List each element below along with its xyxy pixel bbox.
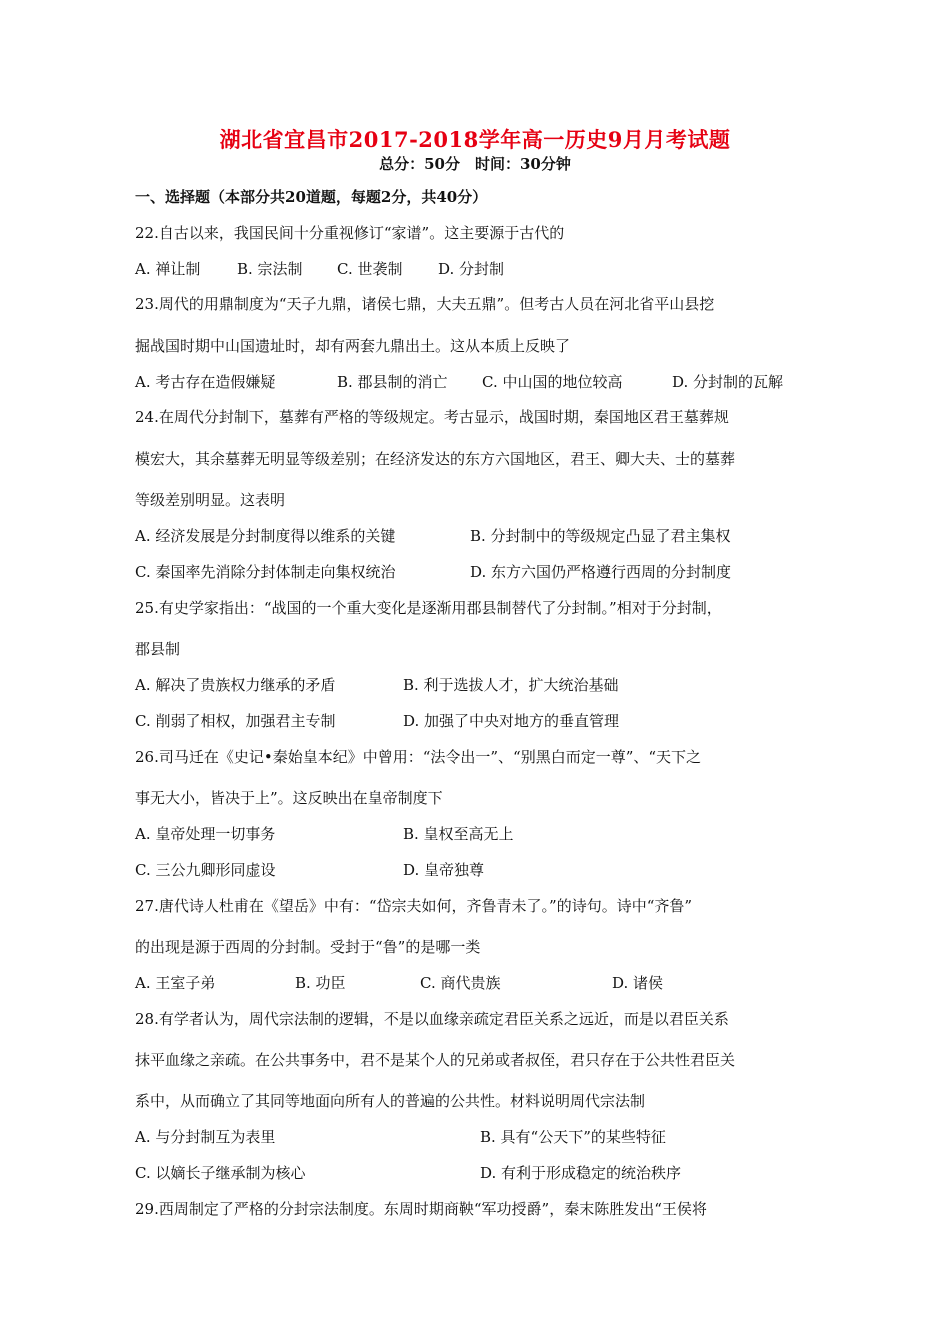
- question-stem-line: 25.有史学家指出：“战国的一个重大变化是逐渐用郡县制替代了分封制。”相对于分封制，: [135, 599, 722, 617]
- question-stem-line: 28.有学者认为，周代宗法制的逻辑，不是以血缘亲疏定君臣关系之远近，而是以君臣关系: [135, 1010, 729, 1028]
- option-d: D. 有利于形成稳定的统治秩序: [480, 1164, 682, 1182]
- exam-meta: 总分：50分 时间：30分钟: [379, 155, 571, 173]
- option-d: D. 分封制: [438, 260, 505, 278]
- question-stem-line: 26.司马迁在《史记•秦始皇本纪》中曾用：“法令出一”、“别黑白而定一尊”、“天下之: [135, 748, 702, 766]
- option-c: C. 以嫡长子继承制为核心: [135, 1164, 306, 1182]
- option-d: D. 分封制的瓦解: [672, 373, 784, 391]
- option-d: D. 诸侯: [612, 974, 664, 992]
- option-c: C. 世袭制: [337, 260, 403, 278]
- question-stem-line: 抹平血缘之亲疏。在公共事务中，君不是某个人的兄弟或者叔侄，君只存在于公共性君臣关: [135, 1051, 736, 1069]
- option-d: D. 加强了中央对地方的垂直管理: [403, 712, 620, 730]
- option-a: A. 与分封制互为表里: [135, 1128, 276, 1146]
- option-c: C. 商代贵族: [420, 974, 501, 992]
- option-b: B. 郡县制的消亡: [337, 373, 448, 391]
- option-c: C. 中山国的地位较高: [482, 373, 623, 391]
- option-d: D. 皇帝独尊: [403, 861, 485, 879]
- question-stem-line: 模宏大，其余墓葬无明显等级差别；在经济发达的东方六国地区，君王、卿大夫、士的墓葬: [135, 450, 736, 468]
- option-b: B. 宗法制: [237, 260, 303, 278]
- option-a: A. 考古存在造假嫌疑: [135, 373, 276, 391]
- option-c: C. 削弱了相权，加强君主专制: [135, 712, 336, 730]
- question-stem-line: 22.自古以来，我国民间十分重视修订“家谱”。这主要源于古代的: [135, 224, 565, 242]
- question-stem-line: 事无大小，皆决于上”。这反映出在皇帝制度下: [135, 789, 443, 807]
- option-b: B. 功臣: [295, 974, 346, 992]
- question-stem-line: 29.西周制定了严格的分封宗法制度。东周时期商鞅“军功授爵”，秦末陈胜发出“王侯将: [135, 1200, 707, 1218]
- option-b: B. 皇权至高无上: [403, 825, 514, 843]
- question-stem-line: 系中，从而确立了其同等地面向所有人的普遍的公共性。材料说明周代宗法制: [135, 1092, 646, 1110]
- question-stem-line: 24.在周代分封制下，墓葬有严格的等级规定。考古显示，战国时期，秦国地区君王墓葬规: [135, 408, 729, 426]
- option-a: A. 解决了贵族权力继承的矛盾: [135, 676, 336, 694]
- question-stem-line: 27.唐代诗人杜甫在《望岳》中有：“岱宗夫如何，齐鲁青未了。”的诗句。诗中“齐鲁”: [135, 897, 693, 915]
- question-stem-line: 的出现是源于西周的分封制。受封于“鲁”的是哪一类: [135, 938, 481, 956]
- question-stem-line: 等级差别明显。这表明: [135, 491, 286, 509]
- page-title: 湖北省宜昌市2017-2018学年高一历史9月月考试题: [219, 127, 731, 152]
- option-b: B. 具有“公天下”的某些特征: [480, 1128, 666, 1146]
- option-c: C. 秦国率先消除分封体制走向集权统治: [135, 563, 396, 581]
- option-d: D. 东方六国仍严格遵行西周的分封制度: [470, 563, 732, 581]
- option-b: B. 分封制中的等级规定凸显了君主集权: [470, 527, 731, 545]
- question-stem-line: 掘战国时期中山国遗址时，却有两套九鼎出土。这从本质上反映了: [135, 337, 571, 355]
- option-a: A. 禅让制: [135, 260, 201, 278]
- option-a: A. 经济发展是分封制度得以维系的关键: [135, 527, 396, 545]
- option-a: A. 皇帝处理一切事务: [135, 825, 276, 843]
- question-stem-line: 23.周代的用鼎制度为“天子九鼎，诸侯七鼎，大夫五鼎”。但考古人员在河北省平山县挖: [135, 295, 715, 313]
- option-b: B. 利于选拔人才，扩大统治基础: [403, 676, 619, 694]
- option-a: A. 王室子弟: [135, 974, 216, 992]
- section-heading: 一、选择题（本部分共20道题，每题2分，共40分）: [135, 188, 488, 206]
- option-c: C. 三公九卿形同虚设: [135, 861, 276, 879]
- question-stem-line: 郡县制: [135, 640, 181, 658]
